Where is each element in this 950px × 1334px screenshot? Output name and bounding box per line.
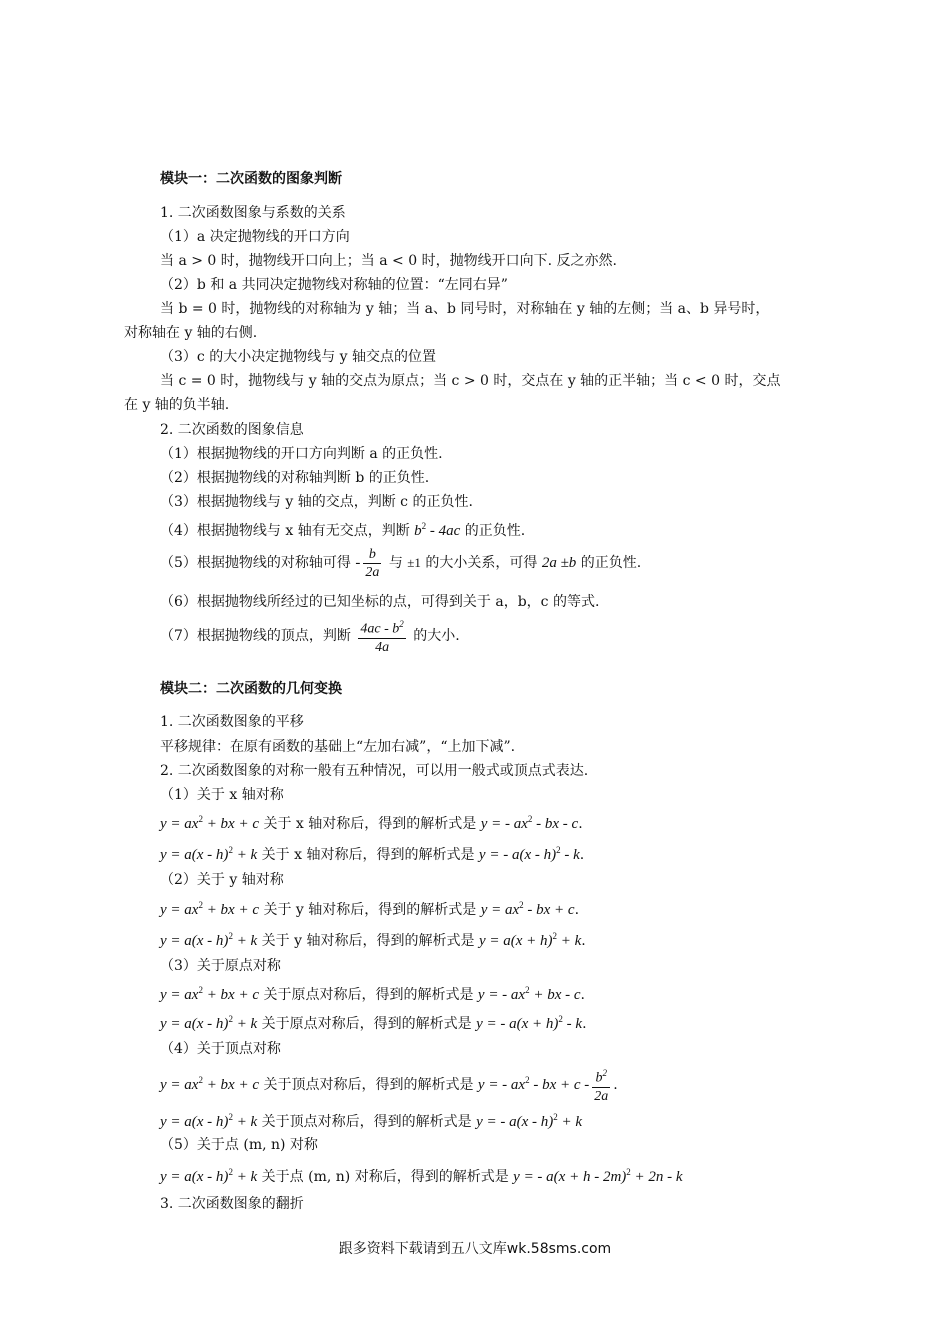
- list-item: （7）根据抛物线的顶点，判断 $\frac{4ac - b^2}{4a}$ 的大小.: [160, 616, 460, 656]
- case-heading: （3）关于原点对称: [160, 958, 281, 974]
- section-heading: 2. 二次函数图象的对称一般有五种情况，可以用一般式或顶点式表达.: [160, 763, 589, 779]
- formula-line: y = a(x - h)$^2$ + k 关于 y 轴对称后，得到的解析式是 $y = a(x + h)^2 + k$.: [160, 931, 586, 949]
- paragraph: 当 c = 0 时，抛物线与 y 轴的交点为原点；当 c > 0 时，交点在 y 轴的正半轴；当 c < 0 时，交点: [160, 373, 781, 389]
- case-heading: （5）关于点 (m, n) 对称: [160, 1137, 318, 1153]
- paragraph: 在 y 轴的负半轴.: [124, 397, 230, 413]
- section-heading: 1. 二次函数图象与系数的关系: [160, 205, 346, 221]
- section-heading: 2. 二次函数的图象信息: [160, 422, 304, 438]
- section-heading: 1. 二次函数图象的平移: [160, 714, 304, 730]
- sub-heading: （2）b 和 a 共同决定抛物线对称轴的位置：“左同右异”: [160, 277, 508, 293]
- section-heading: 3. 二次函数图象的翻折: [160, 1196, 304, 1212]
- paragraph: 当 a > 0 时，抛物线开口向上；当 a < 0 时，抛物线开口向下. 反之亦然.: [160, 253, 617, 269]
- sub-heading: （3）c 的大小决定抛物线与 y 轴交点的位置: [160, 349, 437, 365]
- paragraph: 平移规律：在原有函数的基础上“左加右减”，“上加下减”.: [160, 739, 516, 755]
- paragraph: 对称轴在 y 轴的右侧.: [124, 325, 258, 341]
- list-item: （3）根据抛物线与 y 轴的交点，判断 c 的正负性.: [160, 494, 473, 510]
- list-item: （6）根据抛物线所经过的已知坐标的点，可得到关于 a，b，c 的等式.: [160, 594, 600, 610]
- case-heading: （4）关于顶点对称: [160, 1041, 281, 1057]
- sub-heading: （1）a 决定抛物线的开口方向: [160, 229, 350, 245]
- list-item: （4）根据抛物线与 x 轴有无交点，判断 $b^2 - 4ac$ 的正负性.: [160, 521, 526, 539]
- module1-title: 模块一：二次函数的图象判断: [160, 171, 342, 187]
- formula-line: y = a(x - h)$^2$ + k 关于顶点对称后，得到的解析式是 y = - a(x - h)$^2$ + k: [160, 1112, 583, 1130]
- formula-line: $y = ax^2$ + bx + c 关于原点对称后，得到的解析式是 y = - $ax^2$ + bx - c.: [160, 985, 585, 1003]
- formula-line: $y = ax^2$ + bx + c 关于 y 轴对称后，得到的解析式是 $y = ax^2$ - bx + c.: [160, 900, 580, 918]
- list-item: （5）根据抛物线的对称轴可得 - $\frac{b}{2a}$ 与 ±1 的大小关系，可得 2a ±b 的正负性.: [160, 546, 642, 580]
- case-heading: （2）关于 y 轴对称: [160, 872, 284, 888]
- formula-line: $y = ax^2$ + bx + c 关于顶点对称后，得到的解析式是 y = - $ax^2$ - bx + c - $\frac{b^2}{2a}$ .: [160, 1062, 618, 1105]
- list-item: （2）根据抛物线的对称轴判断 b 的正负性.: [160, 470, 430, 486]
- formula-line: y = a(x - h)$^2$ + k 关于点 (m, n) 对称后，得到的解析式是 y = - $a(x + h - 2m)^2 + 2n - k$: [160, 1167, 683, 1185]
- case-heading: （1）关于 x 轴对称: [160, 787, 284, 803]
- footer-text: 跟多资料下载请到五八文库wk.58sms.com: [338, 1241, 612, 1257]
- paragraph: 当 b = 0 时，抛物线的对称轴为 y 轴；当 a、b 同号时，对称轴在 y 轴的左侧；当 a、b 异号时，: [160, 301, 770, 317]
- formula-line: y = a(x - h)$^2$ + k 关于原点对称后，得到的解析式是 y = - $a(x + h)^2 - k$.: [160, 1014, 587, 1032]
- formula-line: y = a(x - h)$^2$ + k 关于 x 轴对称后，得到的解析式是 y = - a(x - h)$^2$ - k.: [160, 845, 585, 863]
- module2-title: 模块二：二次函数的几何变换: [160, 681, 342, 697]
- list-item: （1）根据抛物线的开口方向判断 a 的正负性.: [160, 446, 443, 462]
- formula-line: $y = ax^2$ + bx + c 关于 x 轴对称后，得到的解析式是 y = - $ax^2$ - bx - c.: [160, 814, 583, 832]
